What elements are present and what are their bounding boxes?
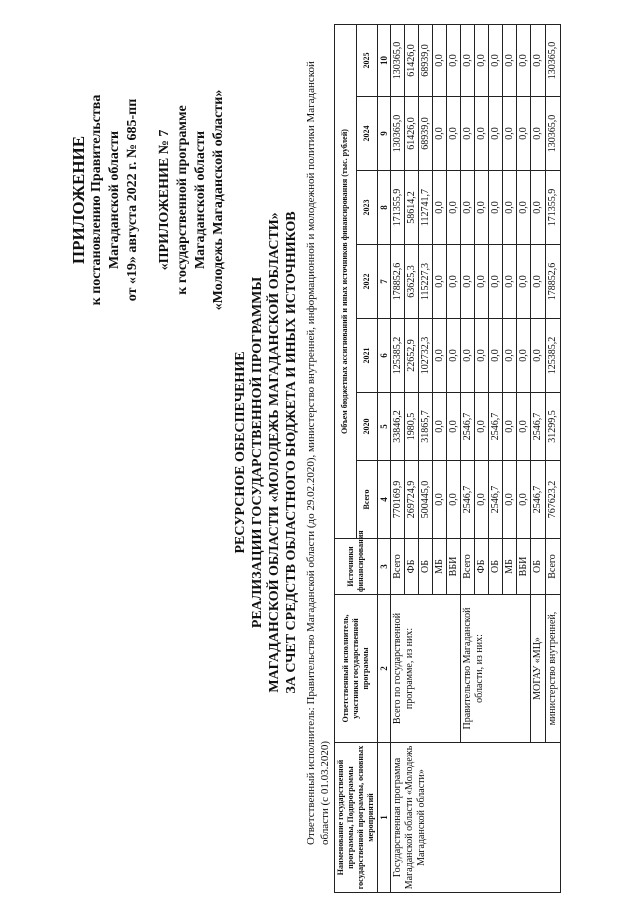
source-cell: ФБ [405,539,419,595]
doc-title-4: ЗА СЧЕТ СРЕДСТВ ОБЛАСТНОГО БЮДЖЕТА И ИНЫХ ИСТОЧНИКОВ [284,211,299,694]
value-cell: 0,0 [461,24,475,96]
executor-cell: Всего по государственной программе, из них: [391,595,461,743]
value-cell: 0,0 [433,97,447,171]
header-source: Источники финансирования [335,539,378,595]
value-cell: 0,0 [433,319,447,393]
value-cell: 0,0 [489,171,503,245]
column-index: 8 [378,171,391,245]
table-row [391,24,405,892]
value-cell: 2546,7 [489,461,503,539]
header-year: 2024 [356,97,378,171]
column-index: 4 [378,461,391,539]
value-cell: 0,0 [531,245,546,319]
appendix-line: к постановлению Правительства [89,94,104,306]
value-cell: 0,0 [447,461,461,539]
value-cell: 500445,0 [419,461,433,539]
value-cell: 130365,0 [546,97,561,171]
source-cell: МБ [433,539,447,595]
appendix-title: ПРИЛОЖЕНИЕ [69,135,88,265]
appendix-block [70,55,228,345]
header-executor: Ответственный исполнитель, участники государственной программы [335,595,378,743]
value-cell: 171355,9 [546,171,561,245]
value-cell: 0,0 [433,24,447,96]
source-cell: Всего [546,539,561,595]
executor-cell: министерство внутренней, [546,595,561,743]
value-cell: 0,0 [433,245,447,319]
value-cell: 0,0 [475,393,489,461]
value-cell: 269724,9 [405,461,419,539]
executor-cell: МОГАУ «МЦ» [531,595,546,743]
value-cell: 0,0 [517,24,531,96]
program-name-cell: Государственная программа Магаданской области «Молодежь Магаданской области» [391,743,561,893]
value-cell: 33846,2 [391,393,405,461]
value-cell: 0,0 [433,171,447,245]
column-index: 9 [378,97,391,171]
column-index: 10 [378,24,391,96]
value-cell: 2546,7 [461,393,475,461]
value-cell: 0,0 [489,24,503,96]
column-index: 3 [378,539,391,595]
value-cell: 171355,9 [391,171,405,245]
value-cell: 178852,6 [546,245,561,319]
resource-table [334,24,561,893]
value-cell: 0,0 [433,461,447,539]
column-index: 2 [378,595,391,743]
column-index: 6 [378,319,391,393]
value-cell: 112741,7 [419,171,433,245]
executor-note: Ответственный исполнитель: Правительство Магаданской области (до 29.02.2020), министерство внутренней, информационной и молодежной политики Магаданской области (с 01.03.2020) [305,61,331,845]
appendix-line: Магаданской области [193,130,208,270]
doc-title-1: РЕСУРСНОЕ ОБЕСПЕЧЕНИЕ [233,351,248,554]
value-cell: 31299,5 [546,393,561,461]
source-cell: ВБИ [517,539,531,595]
value-cell: 0,0 [461,245,475,319]
value-cell: 130365,0 [391,24,405,96]
value-cell: 2546,7 [489,393,503,461]
value-cell: 0,0 [517,461,531,539]
header-volume: Объем бюджетных ассигнований и иных источников финансирования (тыс. рублей) [335,24,357,538]
value-cell: 0,0 [461,171,475,245]
value-cell: 0,0 [447,24,461,96]
value-cell: 0,0 [475,97,489,171]
value-cell: 0,0 [503,171,517,245]
value-cell: 0,0 [517,97,531,171]
value-cell: 125385,2 [546,319,561,393]
value-cell: 0,0 [517,245,531,319]
value-cell: 0,0 [447,319,461,393]
source-cell: Всего [461,539,475,595]
table-body [391,24,561,892]
value-cell: 130365,0 [546,24,561,96]
doc-title-3: МАГАДАНСКОЙ ОБЛАСТИ «МОЛОДЕЖЬ МАГАДАНСКОЙ ОБЛАСТИ» [267,212,282,693]
value-cell: 0,0 [475,171,489,245]
value-cell: 61426,0 [405,97,419,171]
column-index: 5 [378,393,391,461]
value-cell: 0,0 [489,245,503,319]
value-cell: 770169,9 [391,461,405,539]
value-cell: 0,0 [447,393,461,461]
source-cell: Всего [391,539,405,595]
value-cell: 0,0 [517,171,531,245]
value-cell: 68939,0 [419,24,433,96]
value-cell: 0,0 [517,393,531,461]
value-cell: 0,0 [503,393,517,461]
value-cell: 767623,2 [546,461,561,539]
header-total: Всего [356,461,378,539]
header-year: 2023 [356,171,378,245]
value-cell: 0,0 [503,319,517,393]
value-cell: 2546,7 [531,461,546,539]
column-index: 7 [378,245,391,319]
source-cell: ФБ [475,539,489,595]
value-cell: 0,0 [447,97,461,171]
value-cell: 130365,0 [391,97,405,171]
value-cell: 115227,3 [419,245,433,319]
value-cell: 58614,2 [405,171,419,245]
value-cell: 68939,0 [419,97,433,171]
appendix-title-2: «ПРИЛОЖЕНИЕ № 7 [157,129,172,271]
header-year: 2021 [356,319,378,393]
value-cell: 0,0 [503,97,517,171]
appendix-line: Магаданской области [107,130,122,270]
value-cell: 2546,7 [461,461,475,539]
value-cell: 61426,0 [405,24,419,96]
header-name: Наименование государственной программы, Подпрограммы государственной программы, основных мероприятий [335,743,378,893]
source-cell: ВБИ [447,539,461,595]
appendix-line: от «19» августа 2022 г. № 685-пп [125,98,140,302]
value-cell: 102732,3 [419,319,433,393]
value-cell: 1980,5 [405,393,419,461]
value-cell: 0,0 [475,319,489,393]
value-cell: 0,0 [503,245,517,319]
source-cell: ОБ [419,539,433,595]
source-cell: ОБ [489,539,503,595]
value-cell: 0,0 [433,393,447,461]
value-cell: 0,0 [461,319,475,393]
value-cell: 0,0 [475,24,489,96]
source-cell: ОБ [531,539,546,595]
value-cell: 0,0 [489,319,503,393]
source-cell: МБ [503,539,517,595]
value-cell: 125385,2 [391,319,405,393]
value-cell: 0,0 [461,97,475,171]
doc-title-2: РЕАЛИЗАЦИИ ГОСУДАРСТВЕННОЙ ПРОГРАММЫ [250,276,265,629]
value-cell: 0,0 [531,171,546,245]
value-cell: 0,0 [517,319,531,393]
value-cell: 2546,7 [531,393,546,461]
value-cell: 0,0 [447,245,461,319]
header-year: 2022 [356,245,378,319]
appendix-line: «Молодежь Магаданской области» [211,89,226,311]
value-cell: 0,0 [503,461,517,539]
value-cell: 0,0 [531,319,546,393]
column-index: 1 [378,743,391,893]
appendix-line: к государственной программе [175,105,190,295]
value-cell: 0,0 [475,461,489,539]
header-year: 2020 [356,393,378,461]
value-cell: 31865,7 [419,393,433,461]
value-cell: 0,0 [447,171,461,245]
value-cell: 0,0 [475,245,489,319]
value-cell: 63625,3 [405,245,419,319]
value-cell: 0,0 [503,24,517,96]
header-year: 2025 [356,24,378,96]
value-cell: 0,0 [531,97,546,171]
value-cell: 178852,6 [391,245,405,319]
value-cell: 0,0 [489,97,503,171]
executor-cell: Правительство Магаданской области, из них: [461,595,531,743]
value-cell: 22652,9 [405,319,419,393]
value-cell: 0,0 [531,24,546,96]
